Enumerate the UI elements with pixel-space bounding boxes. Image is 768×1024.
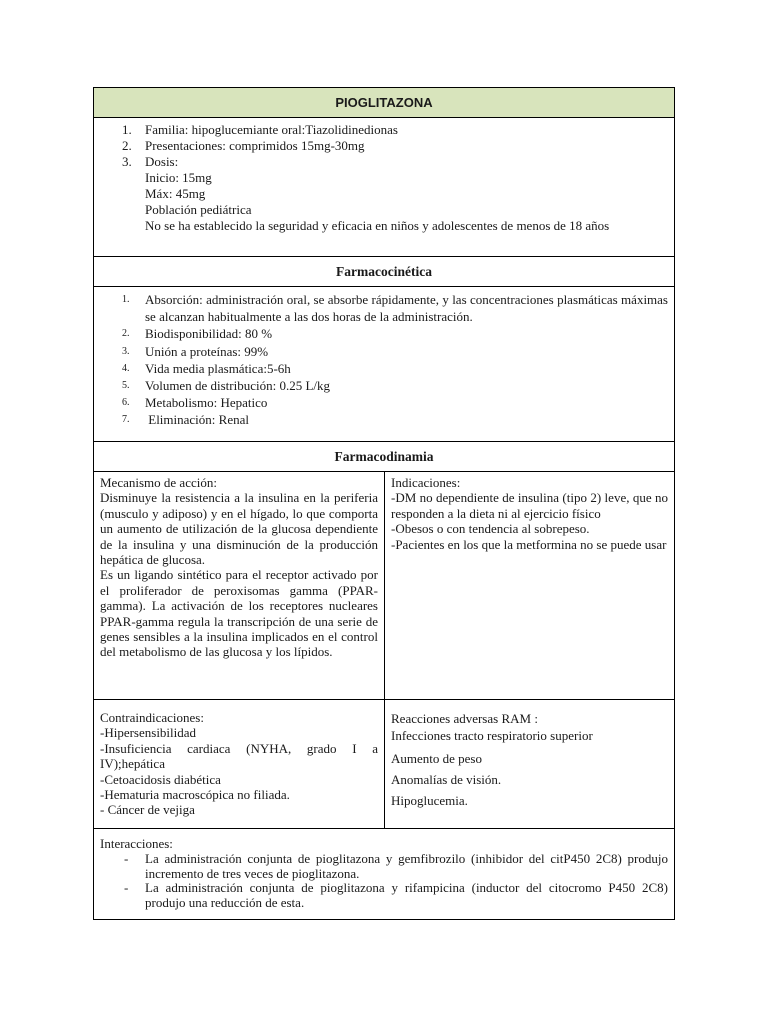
list-item [94,154,674,234]
list-number: 1. [122,122,132,137]
reaccion-item: Aumento de peso [391,751,482,766]
list-number: 6. [122,397,130,409]
indicacion-item: -Obesos o con tendencia al sobrepeso. [391,521,590,537]
mecanismo-cell [94,472,385,699]
reacciones-label: Reacciones adversas RAM : [391,711,538,726]
reaccion-item: Anomalías de visión. [391,772,502,787]
list-item [94,360,674,377]
bullet-dash: - [124,880,129,896]
volumen-distribucion-text: Volumen de distribución: 0.25 L/kg [145,378,330,394]
farmacocinetica-section [94,286,674,441]
dosis-pediatrica-text: No se ha establecido la seguridad y eficacia en niños y adolescentes de menos de 18 años [145,218,610,233]
mecanismo-paragraph-2: Es un ligando sintético para el receptor activado por el proliferador de peroxisomas gamma (PPAR-gamma). La activación de los receptores nucleares PPAR-gamma regula la transcripción de una serie de genes sensibles a la insulina implicados en el control del metabolismo de las glucosa y los lípidos. [100,567,378,660]
contraindicacion-item: -Insuficiencia cardiaca (NYHA, grado I a IV);hepática [100,740,378,772]
familia-text: Familia: hipoglucemiante oral:Tiazolidinedionas [145,122,398,137]
metabolismo-text: Metabolismo: Hepatico [145,395,268,411]
list-number: 4. [122,362,130,374]
mecanismo-label: Mecanismo de acción: [100,475,217,490]
interaccion-text: La administración conjunta de pioglitazona y rifampicina (inductor del citocromo P450 2C8) produjo una reducción de esta. [145,880,668,911]
contraindicaciones-label: Contraindicaciones: [100,710,204,725]
list-number: 1. [122,294,130,305]
general-section [94,117,674,256]
contraindicacion-item: -Cetoacidosis diabética [100,771,221,787]
dosis-max: Máx: 45mg [145,186,206,201]
eliminacion-text: Eliminación: Renal [145,412,249,428]
dosis-label: Dosis: [145,154,179,169]
list-item [94,411,674,428]
vida-media-text: Vida media plasmática:5-6h [145,360,291,376]
contraindicaciones-reacciones-section [94,699,674,828]
reaccion-item: Infecciones tracto respiratorio superior [391,728,593,743]
contraindicacion-item: -Hipersensibilidad [100,725,197,741]
reacciones-cell [385,700,674,828]
list-item [94,122,674,138]
dosis-pediatrica-label: Población pediátrica [145,202,252,217]
interacciones-label: Interacciones: [100,836,173,851]
dosis-inicio: Inicio: 15mg [145,170,212,185]
list-item [94,291,674,325]
list-item [100,852,668,882]
drug-title: PIOGLITAZONA [94,88,674,117]
list-item [94,343,674,360]
contraindicaciones-cell [94,700,385,828]
drug-info-table [93,87,675,920]
bullet-dash: - [124,850,129,866]
indicaciones-cell [385,472,674,699]
list-item [94,394,674,411]
list-number: 3. [122,154,132,169]
contraindicacion-item: -Hematuria macroscópica no filiada. [100,787,290,803]
list-number: 2. [122,328,130,340]
list-item [94,138,674,154]
farmacodinamia-section [94,471,674,699]
union-proteinas-text: Unión a proteínas: 99% [145,343,269,359]
contraindicacion-item: - Cáncer de vejiga [100,802,195,818]
reaccion-item: Hipoglucemia. [391,793,468,808]
general-list [94,118,674,234]
list-number: 2. [122,138,132,153]
biodisponibilidad-text: Biodisponibilidad: 80 % [145,326,273,342]
mecanismo-paragraph-1: Disminuye la resistencia a la insulina en la periferia (musculo y adiposo) y en el hígado, lo que comporta un aumento de utilización de la glucosa dependiente de la insulina y una disminución de la producción hepática de glucosa. [100,490,378,568]
interacciones-list [100,852,668,911]
indicacion-item: -DM no dependiente de insulina (tipo 2) leve, que no responden a la dieta ni al ejercicio físico [391,490,668,521]
list-number: 5. [122,380,130,392]
list-item [94,377,674,394]
list-item [100,881,668,911]
list-number: 7. [122,414,130,426]
interacciones-section [94,828,674,919]
interaccion-text: La administración conjunta de pioglitazona y gemfibrozilo (inhibidor del citP450 2C8) produjo incremento de tres veces de pioglitazona. [145,850,668,881]
indicaciones-label: Indicaciones: [391,475,461,490]
indicacion-item: -Pacientes en los que la metformina no se puede usar [391,536,667,552]
farmacocinetica-heading: Farmacocinética [94,256,674,286]
list-number: 3. [122,345,130,357]
farmacocinetica-list [94,287,674,429]
presentaciones-text: Presentaciones: comprimidos 15mg-30mg [145,138,365,153]
list-item [94,325,674,342]
absorcion-text: Absorción: administración oral, se absorbe rápidamente, y las concentraciones plasmáticas máximas se alcanzan habitualmente a las dos horas de la administración. [145,292,668,325]
farmacodinamia-heading: Farmacodinamia [94,441,674,471]
